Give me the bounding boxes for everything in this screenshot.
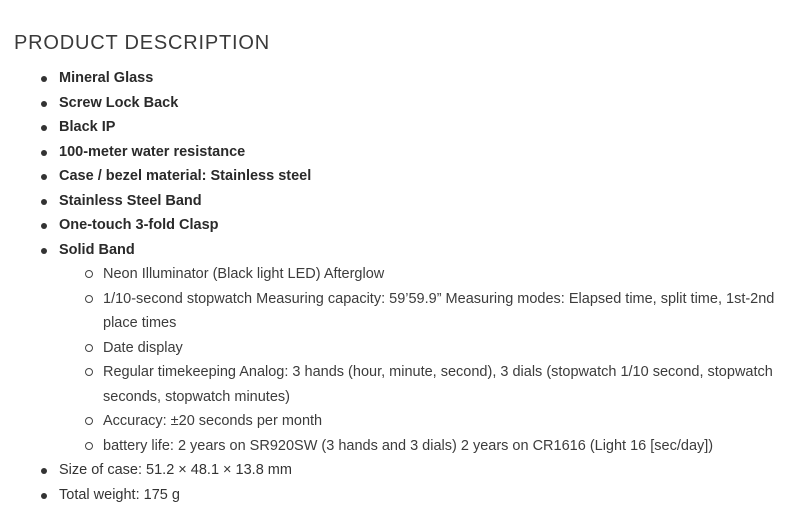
- feature-label: 100-meter water resistance: [59, 143, 246, 160]
- sub-feature-text: 1/10-second stopwatch Measuring capacity: 59’59.9” Measuring modes: Elapsed time, split time, 1st-2nd place times: [103, 290, 775, 331]
- feature-label: Black IP: [59, 119, 116, 135]
- section-heading: PRODUCT DESCRIPTION: [14, 32, 270, 54]
- sub-feature-list: [59, 262, 800, 458]
- sub-feature-text: Date display: [103, 339, 183, 356]
- feature-item: [38, 115, 800, 140]
- spec-label: Total weight: 175 g: [59, 486, 180, 503]
- feature-item: [38, 189, 800, 214]
- sub-feature-item: [83, 262, 800, 287]
- feature-item: [38, 140, 800, 165]
- sub-feature-text: Regular timekeeping Analog: 3 hands (hour, minute, second), 3 dials (stopwatch 1/10 second, stopwatch seconds, stopwatch minutes): [103, 364, 773, 405]
- feature-label: Stainless Steel Band: [59, 192, 202, 209]
- sub-feature-text: Accuracy: ±20 seconds per month: [103, 413, 323, 429]
- sub-feature-text: battery life: 2 years on SR920SW (3 hands and 3 dials) 2 years on CR1616 (Light 16 [sec/day]): [103, 437, 714, 454]
- sub-feature-item: [83, 336, 800, 361]
- sub-feature-item: [83, 434, 800, 459]
- sub-feature-item: [83, 360, 800, 409]
- feature-item: [38, 164, 800, 189]
- feature-label: Case / bezel material: Stainless steel: [59, 168, 312, 184]
- feature-item: [38, 91, 800, 116]
- feature-label: Mineral Glass: [59, 70, 154, 86]
- sub-feature-item: [83, 409, 800, 434]
- feature-label: One-touch 3-fold Clasp: [59, 217, 219, 233]
- feature-label: Solid Band: [59, 241, 135, 258]
- feature-list: [14, 66, 800, 507]
- feature-item: [38, 66, 800, 91]
- feature-item: [38, 213, 800, 238]
- feature-label: Screw Lock Back: [59, 94, 179, 111]
- spec-label: Size of case: 51.2 × 48.1 × 13.8 mm: [59, 462, 292, 478]
- sub-feature-text: Neon Illuminator (Black light LED) Afterglow: [103, 266, 385, 282]
- sub-feature-item: [83, 287, 800, 336]
- spec-item: [38, 483, 800, 508]
- feature-item: [38, 238, 800, 459]
- spec-item: [38, 458, 800, 483]
